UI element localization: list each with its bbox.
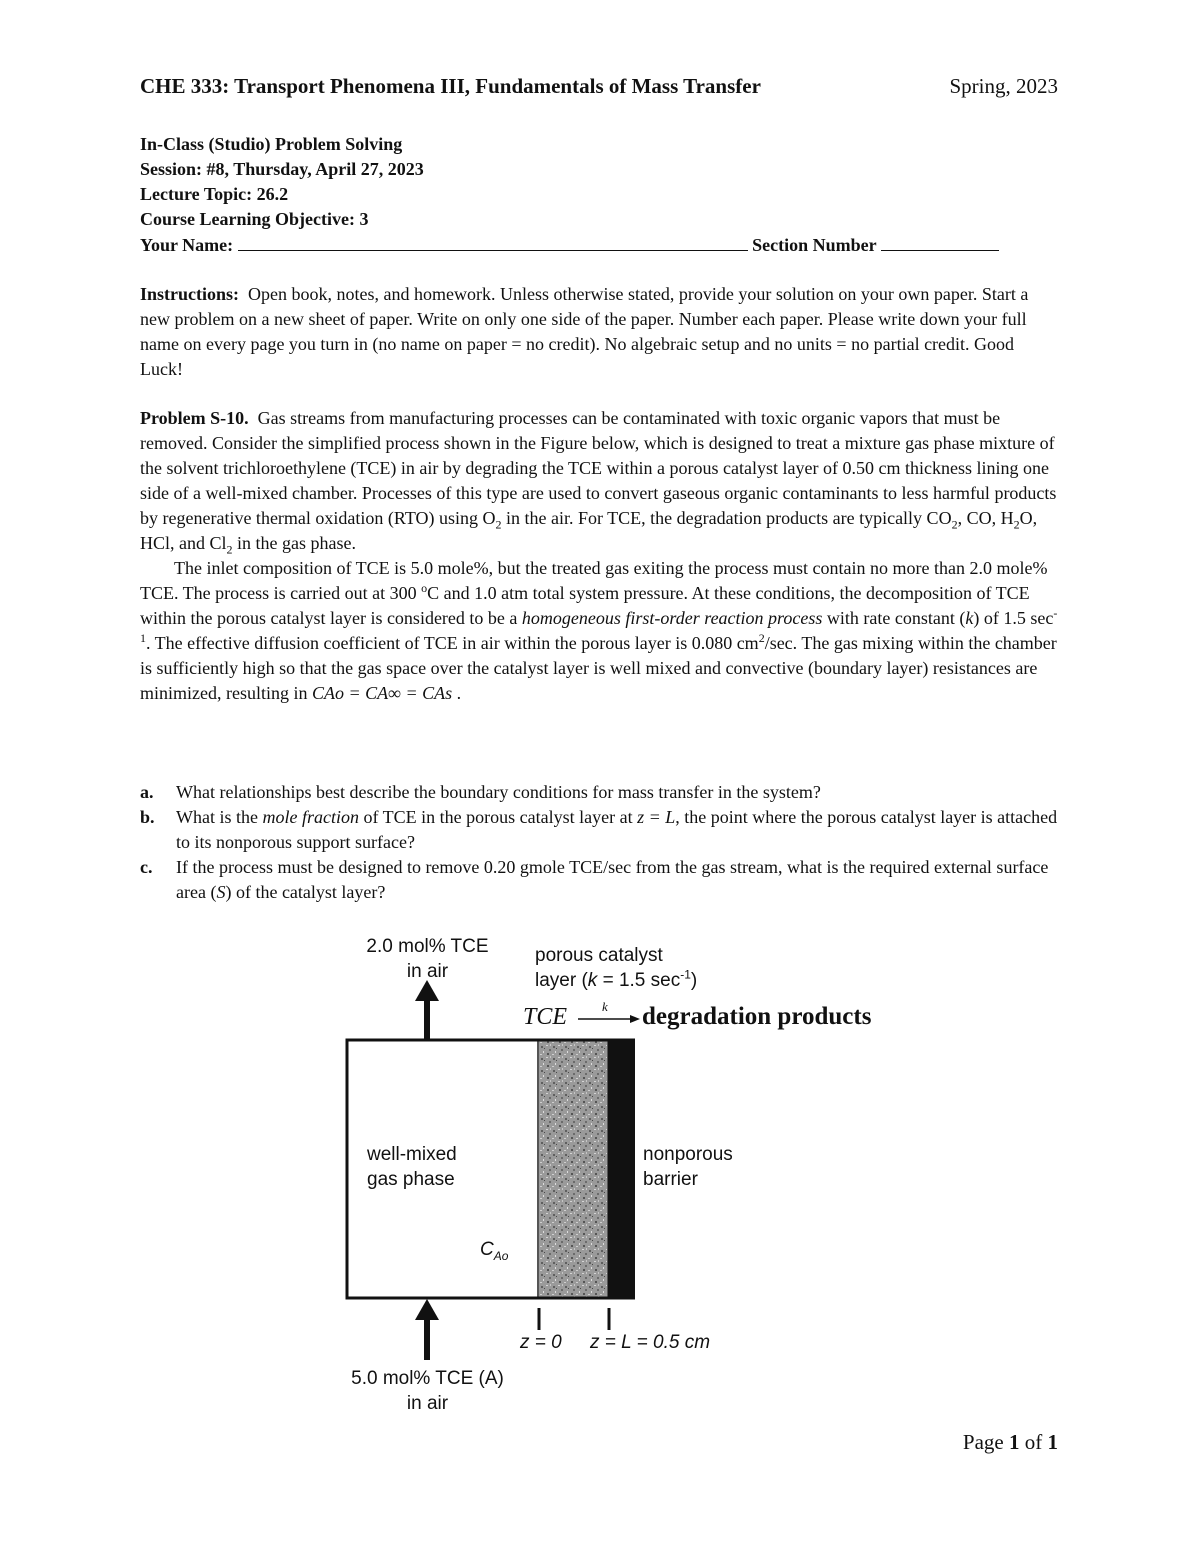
superscript: o xyxy=(421,581,428,595)
outlet-label xyxy=(345,934,510,984)
session-date: Session: #8, Thursday, April 27, 2023 xyxy=(140,159,424,179)
problem-text: ) of 1.5 sec xyxy=(973,608,1054,628)
barrier-line1: nonporous xyxy=(643,1144,733,1165)
cao-label xyxy=(480,1237,508,1262)
instructions-text: Open book, notes, and homework. Unless otherwise stated, provide your solution on your own paper. Start a new problem on a new sheet of paper. Write on only one side of the paper. Number each paper. Please write down your full name on every page you turn in (no name on paper = no credit). No algebraic setup and no units = no partial credit. Good Luck! xyxy=(140,284,1029,379)
emphasis: mole fraction xyxy=(262,807,359,827)
problem-label: Problem S-10. xyxy=(140,408,249,428)
catalyst-layer xyxy=(538,1040,608,1298)
cao-symbol: C xyxy=(480,1239,494,1260)
lecture-topic: Lecture Topic: 26.2 xyxy=(140,184,289,204)
nonporous-barrier xyxy=(608,1040,635,1298)
subscript: Ao xyxy=(493,1248,509,1263)
question-text: What relationships best describe the boundary conditions for mass transfer in the system? xyxy=(176,782,821,802)
question-text: of TCE in the porous catalyst layer at xyxy=(358,807,638,827)
reaction-equation xyxy=(523,1002,567,1032)
page-word: Page xyxy=(962,1430,1009,1454)
inlet-label-line2: in air xyxy=(406,1393,449,1414)
session-type: In-Class (Studio) Problem Solving xyxy=(140,134,403,154)
outlet-label-line1: 2.0 mol% TCE xyxy=(366,936,489,957)
question-letter: a. xyxy=(140,782,154,802)
problem-text: C and 1.0 atm total system pressure. At these conditions, the decomposition of TCE within the porous catalyst layer is considered to be a xyxy=(140,583,1030,628)
gas-phase-label xyxy=(367,1142,457,1192)
question-text: ) of the catalyst layer? xyxy=(225,882,386,902)
gas-phase-line1: well-mixed xyxy=(367,1144,457,1165)
outlet-label-line2: in air xyxy=(406,961,449,982)
page-current: 1 xyxy=(1009,1430,1020,1454)
page-total: 1 xyxy=(1047,1430,1058,1454)
subscript: 2 xyxy=(495,517,502,532)
question-text: If the process must be designed to remove 0.20 gmole TCE/sec from the gas stream, what is the required external surface area ( xyxy=(176,857,1049,902)
name-label: Your Name: xyxy=(140,235,238,255)
question-letter: b. xyxy=(140,807,155,827)
inlet-label-line1: 5.0 mol% TCE (A) xyxy=(351,1368,504,1389)
problem-text: The inlet composition of TCE is 5.0 mole%, but the treated gas exiting the process must contain no more than 2.0 mole% TCE. The process is carried out at 300 xyxy=(140,558,1048,603)
equation: CAo = CA∞ = CAs xyxy=(311,683,453,703)
problem-text: . xyxy=(452,683,462,703)
reaction-arrow-head xyxy=(630,1015,640,1023)
variable: S xyxy=(216,882,226,902)
problem-text: with rate constant ( xyxy=(822,608,966,628)
catalyst-label-text: layer ( xyxy=(535,970,588,991)
variable: k xyxy=(965,608,974,628)
reaction-products: degradation products xyxy=(642,1003,872,1030)
variable: k xyxy=(587,970,598,991)
of-word: of xyxy=(1019,1430,1048,1454)
emphasis: homogeneous first-order reaction process xyxy=(521,608,823,628)
catalyst-label-text: ) xyxy=(690,970,698,991)
catalyst-label-line1: porous catalyst xyxy=(535,945,663,966)
subscript: 2 xyxy=(1013,517,1020,532)
instructions-label: Instructions: xyxy=(140,284,240,304)
problem-text: O, HCl, and Cl xyxy=(140,508,1038,553)
gas-phase-line2: gas phase xyxy=(367,1169,455,1190)
problem-text: , CO, H xyxy=(957,508,1014,528)
zL-label: z = L = 0.5 cm xyxy=(590,1332,711,1353)
problem-text: in the gas phase. xyxy=(232,533,356,553)
inlet-arrow-head xyxy=(415,1299,439,1320)
superscript: 2 xyxy=(758,631,765,645)
catalyst-label-text: = 1.5 sec xyxy=(597,970,681,991)
reactant: TCE xyxy=(523,1004,568,1030)
section-label: Section Number xyxy=(747,235,881,255)
equation: z = L xyxy=(637,807,676,827)
question-text: , the point where the porous catalyst layer is attached to its nonporous support surface? xyxy=(176,807,1058,852)
question-text: What is the xyxy=(176,807,263,827)
reaction-rate-symbol: k xyxy=(602,999,608,1014)
catalyst-label xyxy=(535,943,697,993)
z0-label: z = 0 xyxy=(520,1332,562,1353)
catalyst-label-line2 xyxy=(535,968,697,993)
course-title: CHE 333: Transport Phenomena III, Fundamentals of Mass Transfer xyxy=(140,74,761,98)
superscript: -1 xyxy=(140,606,1058,645)
term: Spring, 2023 xyxy=(949,74,1058,98)
superscript: -1 xyxy=(680,967,691,982)
subscript: 2 xyxy=(951,517,958,532)
problem-text: Gas streams from manufacturing processes can be contaminated with toxic organic vapors that must be removed. Consider the simplified process shown in the Figure below, which is designed to treat a mixture gas phase mixture of the solvent trichloroethylene (TCE) in air by degrading the TCE within a porous catalyst layer of 0.50 cm thickness lining one side of a well-mixed chamber. Processes of this type are used to convert gaseous organic contaminants to less harmful products by regenerative thermal oxidation (RTO) using O xyxy=(140,408,1057,528)
problem-text: . The effective diffusion coefficient of TCE in air within the porous layer is 0.080 cm xyxy=(146,633,759,653)
barrier-label xyxy=(643,1142,733,1192)
inlet-label xyxy=(330,1366,525,1416)
barrier-line2: barrier xyxy=(643,1169,698,1190)
problem-text: /sec. The gas mixing within the chamber is sufficiently high so that the gas space over the catalyst layer is well mixed and convective (boundary layer) resistances are minimized, resulting in xyxy=(140,633,1057,703)
page-number xyxy=(963,1430,1058,1455)
problem-text: in the air. For TCE, the degradation products are typically CO xyxy=(501,508,952,528)
subscript: 2 xyxy=(226,542,233,557)
learning-objective: Course Learning Objective: 3 xyxy=(140,209,369,229)
question-letter: c. xyxy=(140,857,153,877)
